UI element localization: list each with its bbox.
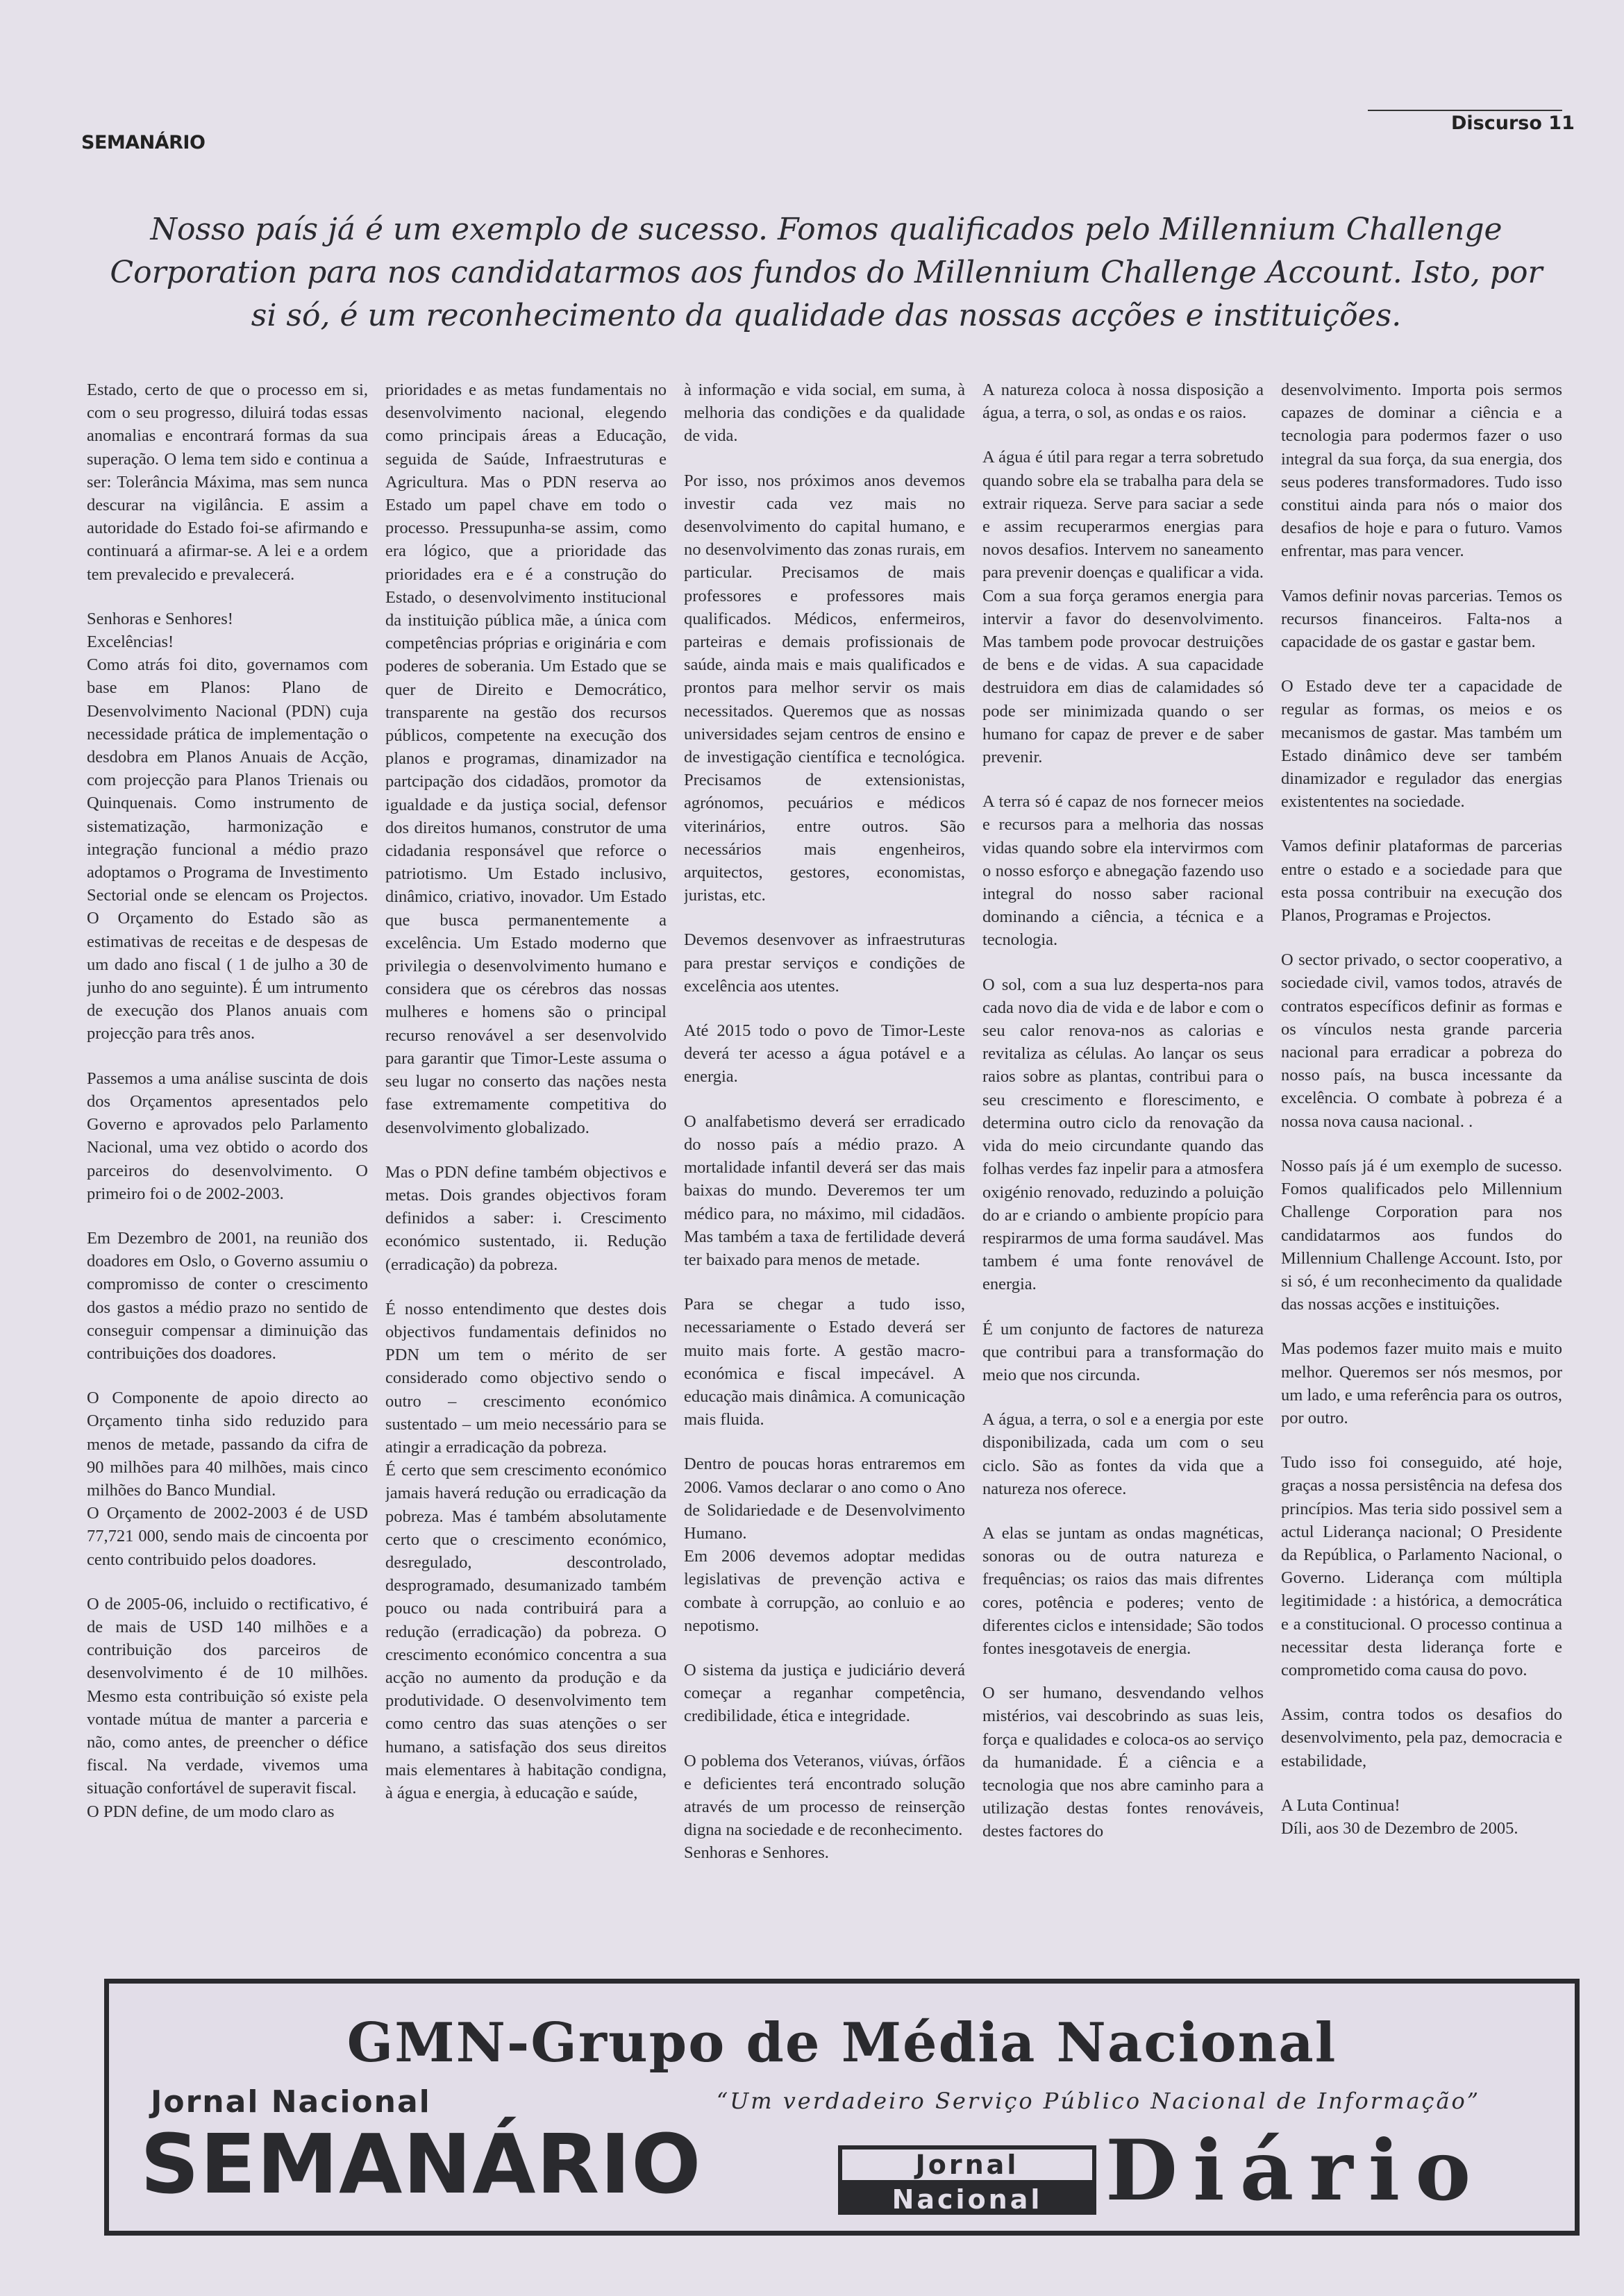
paragraph: à informação e vida social, em suma, à melhoria das condições e da qualidade de vida. <box>684 380 965 446</box>
paragraph: Vamos definir plataformas de parcerias entre o estado e a sociedade para que esta possa contribuir na execução dos Planos, Programas e Projectos. <box>1281 837 1562 925</box>
text-column-1 <box>87 378 368 1975</box>
text-column-5 <box>1281 378 1562 1975</box>
paragraph: A terra só é capaz de nos fornecer meios e recursos para a melhoria das nossas vidas quando sobre ela intervirmos com o nosso esforço e abnegação fazendo uso integral do nosso saber racional dominando a ciência, a técnica e a tecnologia. <box>982 792 1264 950</box>
semanario-logo: SEMANÁRIO <box>140 2116 702 2212</box>
paragraph: O ser humano, desvendando velhos mistérios, vai descobrindo as suas leis, força e qualidades e coloca-os ao serviço da humanidade. É a ciência e a tecnologia que nos abre caminho para a utilização destas fontes renováveis, destes factores do <box>982 1684 1264 1841</box>
box-line-2: Nacional <box>891 2184 1043 2215</box>
banner-title: GMN-Grupo de Média Nacional <box>346 2011 1337 2075</box>
paragraph: Mas podemos fazer muito mais e muito melhor. Queremos ser nós mesmos, por um lado, e uma referência para os outros, por outro. <box>1281 1339 1562 1427</box>
paragraph: Devemos desenvover as infraestruturas para prestar serviços e condições de excelência aos utentes. <box>684 930 965 996</box>
text-column-3 <box>684 378 965 1975</box>
paragraph: Em 2006 devemos adoptar medidas legislativas de prevenção activa e combate à corrupção, ao conluio e ao nepotismo. <box>684 1547 965 1635</box>
diario-logo: Diário <box>1105 2122 1487 2220</box>
paragraph: Díli, aos 30 de Dezembro de 2005. <box>1281 1818 1518 1838</box>
paragraph: É nosso entendimento que destes dois objectivos fundamentais definidos no PDN um tem o mérito de ser considerado como objectivo sendo o outro – crescimento económico sustentado – um meio necessário para se atingir a erradicação da pobreza. <box>385 1299 667 1457</box>
paragraph: Dentro de poucas horas entraremos em 2006. Vamos declarar o ano como o Ano de Solidariedade e de Desenvolvimento Humano. <box>684 1455 965 1543</box>
paragraph: Como atrás foi dito, governamos com base em Planos: Plano de Desenvolvimento Nacional (PDN) cuja necessidade prática de implementação o desdobra em Planos Anuais de Acção, com projecção para Planos Trienais ou Quinquenais. Como instrumento de sistematização, harmonização e integração funcional a médio prazo adoptamos o Programa de Investimento Sectorial onde se elencam os Projectos. O Orçamento do Estado são as estimativas de receitas e de despesas de um dado ano fiscal ( 1 de julho a 30 de junho do ano seguinte). É um intrumento de execução dos Planos anuais com projecção para três anos. <box>87 655 368 1044</box>
paragraph: Senhoras e Senhores! <box>87 609 233 628</box>
box-line-1: Jornal <box>842 2150 1092 2180</box>
text-column-4 <box>982 378 1264 1975</box>
paragraph: O analfabetismo deverá ser erradicado do nosso país a médio prazo. A mortalidade infantil deverá ser das mais baixas do mundo. Deveremos ter um médico para, no máximo, mil cidadãos. Mas também a taxa de fertilidade deverá ter baixado para menos de metade. <box>684 1112 965 1269</box>
paragraph: prioridades e as metas fundamentais no desenvolvimento nacional, elegendo como principais áreas a Educação, seguida de Saúde, Infraestruturas e Agricultura. Mas o PDN reserva ao Estado um papel chave em todo o processo. Pressupunha-se assim, como era lógico, que a prioridade das prioridades era e é a construção do Estado, o desenvolvimento institucional da instituição pública mãe, a única com competências próprias e originária e com poderes de soberania. Um Estado que se quer de Direito e Democrático, transparente na gestão dos recursos públicos, competente na execução dos planos e programas, dinamizador na partcipação dos cidadãos, promotor da igualdade e da justiça social, defensor dos direitos humanos, construtor de uma cidadania responsável que reforce o patriotismo. Um Estado inclusivo, dinâmico, criativo, inovador. Um Estado que busca permanentemente a excelência. Um Estado moderno que privilegia o desenvolvimento humano e considera que os cérebros das nossas mulheres e homens são o principal recurso renovável a ser desenvolvido para garantir que Timor-Leste assuma o seu lugar no conserto das nações nesta fase extremamente competitiva do desenvolvimento globalizado. <box>385 380 667 1137</box>
paragraph: O sol, com a sua luz desperta-nos para cada novo dia de vida e de labor e com o seu calor renova-nos as calorias e revitaliza as células. Ao lançar os seus raios sobre as plantas, contribui para o seu crescimento e florescimento, e determina outro ciclo da renovação da vida do meio circundante quando das folhas verdes faz inpelir para a atmosfera oxigénio renovado, reduzindo a poluição do ar e criando o ambiente propício para respirarmos de uma forma saudável. Mas tambem é uma fonte renovável de energia. <box>982 975 1264 1294</box>
paragraph: Até 2015 todo o povo de Timor-Leste deverá ter acesso a água potável e a energia. <box>684 1021 965 1087</box>
section-header: SEMANÁRIO <box>81 132 206 153</box>
paragraph: O poblema dos Veteranos, viúvas, órfãos e deficientes terá encontrado solução através de um processo de reinserção digna na sociedade e de reconhecimento. <box>684 1751 965 1840</box>
paragraph: desenvolvimento. Importa pois sermos capazes de dominar a ciência e a tecnologia para podermos fazer o uso integral da sua força, da sua energia, dos seus poderes transformadores. Tudo isso constitui ainda para nós o maior dos desafios de hoje e para o futuro. Vamos enfrentar, mas para vencer. <box>1281 380 1562 561</box>
paragraph: Vamos definir novas parcerias. Temos os recursos financeiros. Falta-nos a capacidade de os gastar e gastar bem. <box>1281 586 1562 652</box>
paragraph: A água, a terra, o sol e a energia por este disponibilizada, cada um com o seu ciclo. São as fontes da vida que a natureza nos oferece. <box>982 1410 1264 1498</box>
paragraph: Em Dezembro de 2001, na reunião dos doadores em Oslo, o Governo assumiu o compromisso de conter o crescimento dos gastos a médio prazo no sentido de conseguir compensar a diminuição das contribuições dos doadores. <box>87 1228 368 1363</box>
paragraph: A água é útil para regar a terra sobretudo quando sobre ela se trabalha para dela se extrair riqueza. Serve para saciar a sede e assim recuperarmos energias para novos desafios. Intervem no saneamento para prevenir doenças e qualificar a vida. Com a sua força geramos energia para intervir a favor do desenvolvimento. Mas tambem pode provocar destruições de bens e de vidas. A sua capacidade destruidora em dias de calamidades só pode ser minimizada quando o ser humano for capaz de prever e de saber prevenir. <box>982 448 1264 767</box>
paragraph: Estado, certo de que o processo em si, com o seu progresso, diluirá todas essas anomalias e encontrará formas da sua superação. O lema tem sido e continua a ser: Tolerância Máxima, mas sem nunca descurar na vigilância. E assim a autoridade do Estado foi-se afirmando e continuará a afirmar-se. A lei e a ordem tem prevalecido e prevalecerá. <box>87 380 368 584</box>
paragraph: Assim, contra todos os desafios do desenvolvimento, pela paz, democracia e estabilidade, <box>1281 1705 1562 1770</box>
paragraph: O de 2005-06, incluido o rectificativo, é de mais de USD 140 milhões e a contribuição dos parceiros de desenvolvimento é de 10 milhões. Mesmo esta contribuição só existe pela vontade mútua de manter a parceria e não, como antes, de preencher o défice fiscal. Na verdade, vivemos uma situação confortável de superavit fiscal. <box>87 1594 368 1798</box>
text-column-2 <box>385 378 667 1975</box>
paragraph: Tudo isso foi conseguido, até hoje, graças a nossa persistência na defesa dos princípios. Mas teria sido possivel sem a actul Liderança nacional; O Presidente da República, o Parlamento Nacional, o Governo. Liderança com múltipla legitimidade : a histórica, a democrática e a constitucional. O processo continua a necessitar desta liderança forte e comprometido coma causa do povo. <box>1281 1453 1562 1679</box>
paragraph: É um conjunto de factores de natureza que contribui para a transformação do meio que nos circunda. <box>982 1319 1264 1384</box>
pull-quote: Nosso país já é um exemplo de sucesso. Fomos qualificados pelo Millennium Challenge Corporation para nos candidatarmos aos fundos do Millennium Challenge Account. Isto, por si só, é um reconhecimento da qualidade das nossas acções e instituições. <box>110 212 1543 333</box>
paragraph: Excelências! <box>87 632 174 652</box>
paragraph: Para se chegar a tudo isso, necessariamente o Estado deverá ser muito mais forte. A gestão macro-económica e fiscal impecável. A educação mais dinâmica. A comunicação mais fluida. <box>684 1295 965 1430</box>
jornal-nacional-box <box>838 2145 1096 2215</box>
paragraph: É certo que sem crescimento económico jamais haverá redução ou erradicação da pobreza. Mas é também absolutamente certo que o crescimento económico, desregulado, descontrolado, desprogramado, desumanizado também pouco ou nada contribuirá para a redução (erradicação) da pobreza. O crescimento económico concentra a sua acção no aumento da produção e da produtividade. O desenvolvimento tem como centro das suas atenções o ser humano, a satisfação dos seus direitos mais elementares à habitação condigna, à água e energia, à educação e saúde, <box>385 1461 667 1802</box>
paragraph: Mas o PDN define também objectivos e metas. Dois grandes objectivos foram definidos a saber: i. Crescimento económico sustentado, ii. Redução (erradicação) da pobreza. <box>385 1162 667 1274</box>
paragraph: O sector privado, o sector cooperativo, a sociedade civil, vamos todos, através de contratos específicos definir as formas e os vínculos nesta grande parceria nacional para erradicar a pobreza do nosso país, na busca incessante da excelência. O combate à pobreza é a nossa nova causa nacional. . <box>1281 950 1562 1131</box>
paragraph: O sistema da justiça e judiciário deverá começar a reganhar competência, credibilidade, ética e integridade. <box>684 1660 965 1726</box>
banner-slogan: “Um verdadeiro Serviço Público Nacional de Informação” <box>716 2088 1481 2114</box>
banner-jornal-nacional: Jornal Nacional <box>151 2084 431 2120</box>
paragraph: Nosso país já é um exemplo de sucesso. Fomos qualificados pelo Millennium Challenge Corporation para nos candidatarmos aos fundos do Millennium Challenge Account. Isto, por si só, é um reconhecimento da qualidade das nossas acções e instituições. <box>1281 1156 1562 1314</box>
paragraph: O Componente de apoio directo ao Orçamento tinha sido reduzido para menos de metade, passando da cifra de 90 milhões para 40 milhões, mais cinco milhões do Banco Mundial. <box>87 1389 368 1500</box>
paragraph: A Luta Continua! <box>1281 1795 1400 1815</box>
page-label: Discurso 11 <box>1451 112 1575 134</box>
gmn-banner-ad <box>104 1979 1580 2236</box>
paragraph: A elas se juntam as ondas magnéticas, sonoras ou de outra natureza e frequências; os raios das mais difrentes cores, potência e poderes; vento de diferentes ciclos e intensidade; São todos fontes inesgotaveis de energia. <box>982 1523 1264 1658</box>
paragraph: Por isso, nos próximos anos devemos investir cada vez mais no desenvolvimento do capital humano, e no desenvolvimento das zonas rurais, em particular. Precisamos de mais professores e professores mais qualificados. Médicos, enfermeiros, parteiras e demais profissionais de saúde, ainda mais e mais qualificados e prontos para melhor servir os mais necessitados. Queremos que as nossas universidades sejam centros de ensino e de investigação científica e tecnológica. Precisamos de extensionistas, agrónomos, pecuários e médicos viterinários, entre outros. São necessários mais engenheiros, arquitectos, gestores, economistas, juristas, etc. <box>684 471 965 905</box>
paragraph: O Orçamento de 2002-2003 é de USD 77,721 000, sendo mais de cincoenta por cento contribuido pelos doadores. <box>87 1504 368 1569</box>
paragraph: A natureza coloca à nossa disposição a água, a terra, o sol, as ondas e os raios. <box>982 380 1264 423</box>
paragraph: Senhoras e Senhores. <box>684 1843 829 1863</box>
paragraph: Passemos a uma análise suscinta de dois dos Orçamentos apresentados pelo Governo e aprovados pelo Parlamento Nacional, uma vez obtido o acordo dos parceiros do desenvolvimento. O primeiro foi o de 2002-2003. <box>87 1069 368 1203</box>
paragraph: O Estado deve ter a capacidade de regular as formas, os meios e os mecanismos de gastar. Mas também um Estado dinâmico deve ser também dinamizador e regulador das energias existententes na sociedade. <box>1281 677 1562 812</box>
header-rule <box>1368 110 1562 111</box>
paragraph: O PDN define, de um modo claro as <box>87 1802 335 1821</box>
